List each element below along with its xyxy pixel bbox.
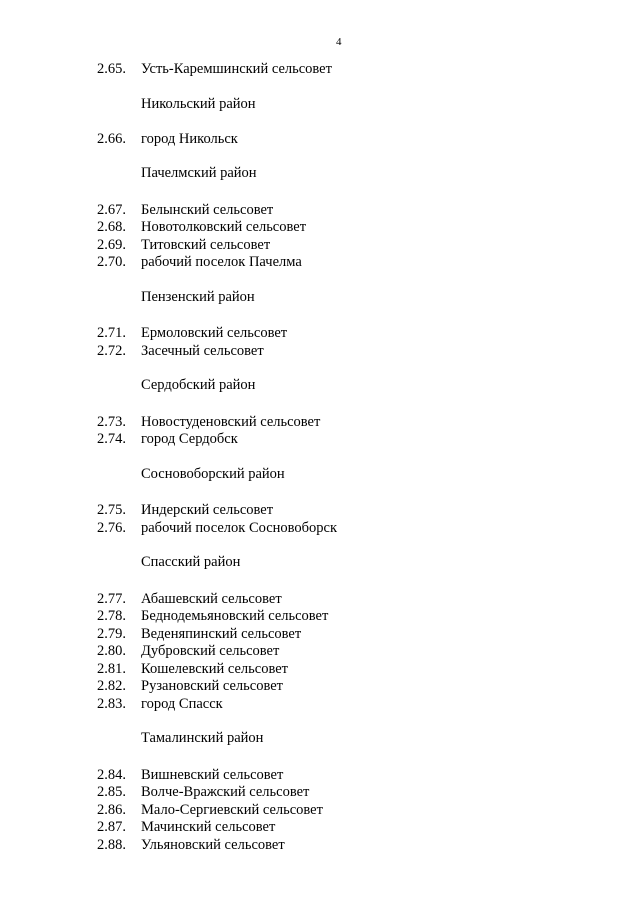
item-number: 2.70. [97,254,126,270]
page-number: 4 [336,36,342,48]
item-name: Веденяпинский сельсовет [141,625,302,642]
district-heading: Спасский район [141,554,241,570]
list-item [97,520,597,538]
list-item [97,414,597,432]
list-item [97,802,597,820]
item-name: город Никольск [141,130,238,147]
list-item [97,626,597,644]
list-item [97,767,597,785]
item-number: 2.79. [97,625,126,642]
item-name: Беднодемьяновский сельсовет [141,608,329,624]
item-name: рабочий поселок Сосновоборск [141,519,338,536]
list-item [97,431,597,449]
item-name: Волче-Вражский сельсовет [141,784,310,800]
item-number: 2.88. [97,836,126,853]
item-number: 2.76. [97,519,126,536]
item-number: 2.78. [97,608,126,624]
list-item [97,837,597,855]
item-name: Ермоловский сельсовет [141,325,288,341]
list-item [97,502,597,520]
list-item [97,661,597,679]
list-item [97,61,597,79]
item-number: 2.65. [97,61,126,77]
district-heading: Пачелмский район [141,165,257,181]
document-body [97,61,597,854]
item-number: 2.72. [97,342,126,359]
item-name: Белынский сельсовет [141,201,274,218]
item-number: 2.68. [97,219,126,235]
item-name: город Спасск [141,695,223,712]
list-item [97,237,597,255]
list-item [97,202,597,220]
item-number: 2.71. [97,325,126,341]
item-name: Титовский сельсовет [141,236,271,253]
item-number: 2.86. [97,801,126,818]
list-item [97,819,597,837]
item-number: 2.87. [97,819,126,835]
item-number: 2.81. [97,660,126,677]
list-item [97,131,597,149]
item-name: Засечный сельсовет [141,342,264,359]
item-number: 2.84. [97,766,126,783]
item-name: Мало-Сергиевский сельсовет [141,801,323,818]
item-number: 2.75. [97,502,126,518]
item-number: 2.67. [97,201,126,218]
item-number: 2.80. [97,643,126,659]
item-number: 2.85. [97,784,126,800]
item-number: 2.82. [97,678,126,694]
list-item [97,343,597,361]
item-name: Абашевский сельсовет [141,590,282,607]
item-name: Мачинский сельсовет [141,819,276,835]
item-name: Дубровский сельсовет [141,643,280,659]
item-number: 2.73. [97,413,126,430]
list-item [97,608,597,626]
list-item [97,254,597,272]
item-name: рабочий поселок Пачелма [141,254,302,270]
list-item [97,591,597,609]
item-name: город Сердобск [141,431,238,447]
district-heading: Тамалинский район [141,730,264,746]
item-number: 2.83. [97,695,126,712]
item-number: 2.74. [97,431,126,447]
item-number: 2.77. [97,590,126,607]
item-name: Усть-Каремшинский сельсовет [141,61,332,77]
list-item [97,219,597,237]
list-item [97,784,597,802]
list-item [97,643,597,661]
item-number: 2.66. [97,130,126,147]
item-name: Индерский сельсовет [141,502,274,518]
district-heading: Никольский район [141,95,256,112]
item-name: Ульяновский сельсовет [141,836,285,853]
item-name: Новостуденовский сельсовет [141,413,321,430]
item-number: 2.69. [97,236,126,253]
item-name: Рузановский сельсовет [141,678,283,694]
item-name: Кошелевский сельсовет [141,660,288,677]
district-heading: Пензенский район [141,288,255,305]
list-item [97,696,597,714]
list-item [97,325,597,343]
district-heading: Сердобский район [141,377,256,393]
item-name: Новотолковский сельсовет [141,219,307,235]
item-name: Вишневский сельсовет [141,766,284,783]
list-item [97,678,597,696]
district-heading: Сосновоборский район [141,465,285,482]
